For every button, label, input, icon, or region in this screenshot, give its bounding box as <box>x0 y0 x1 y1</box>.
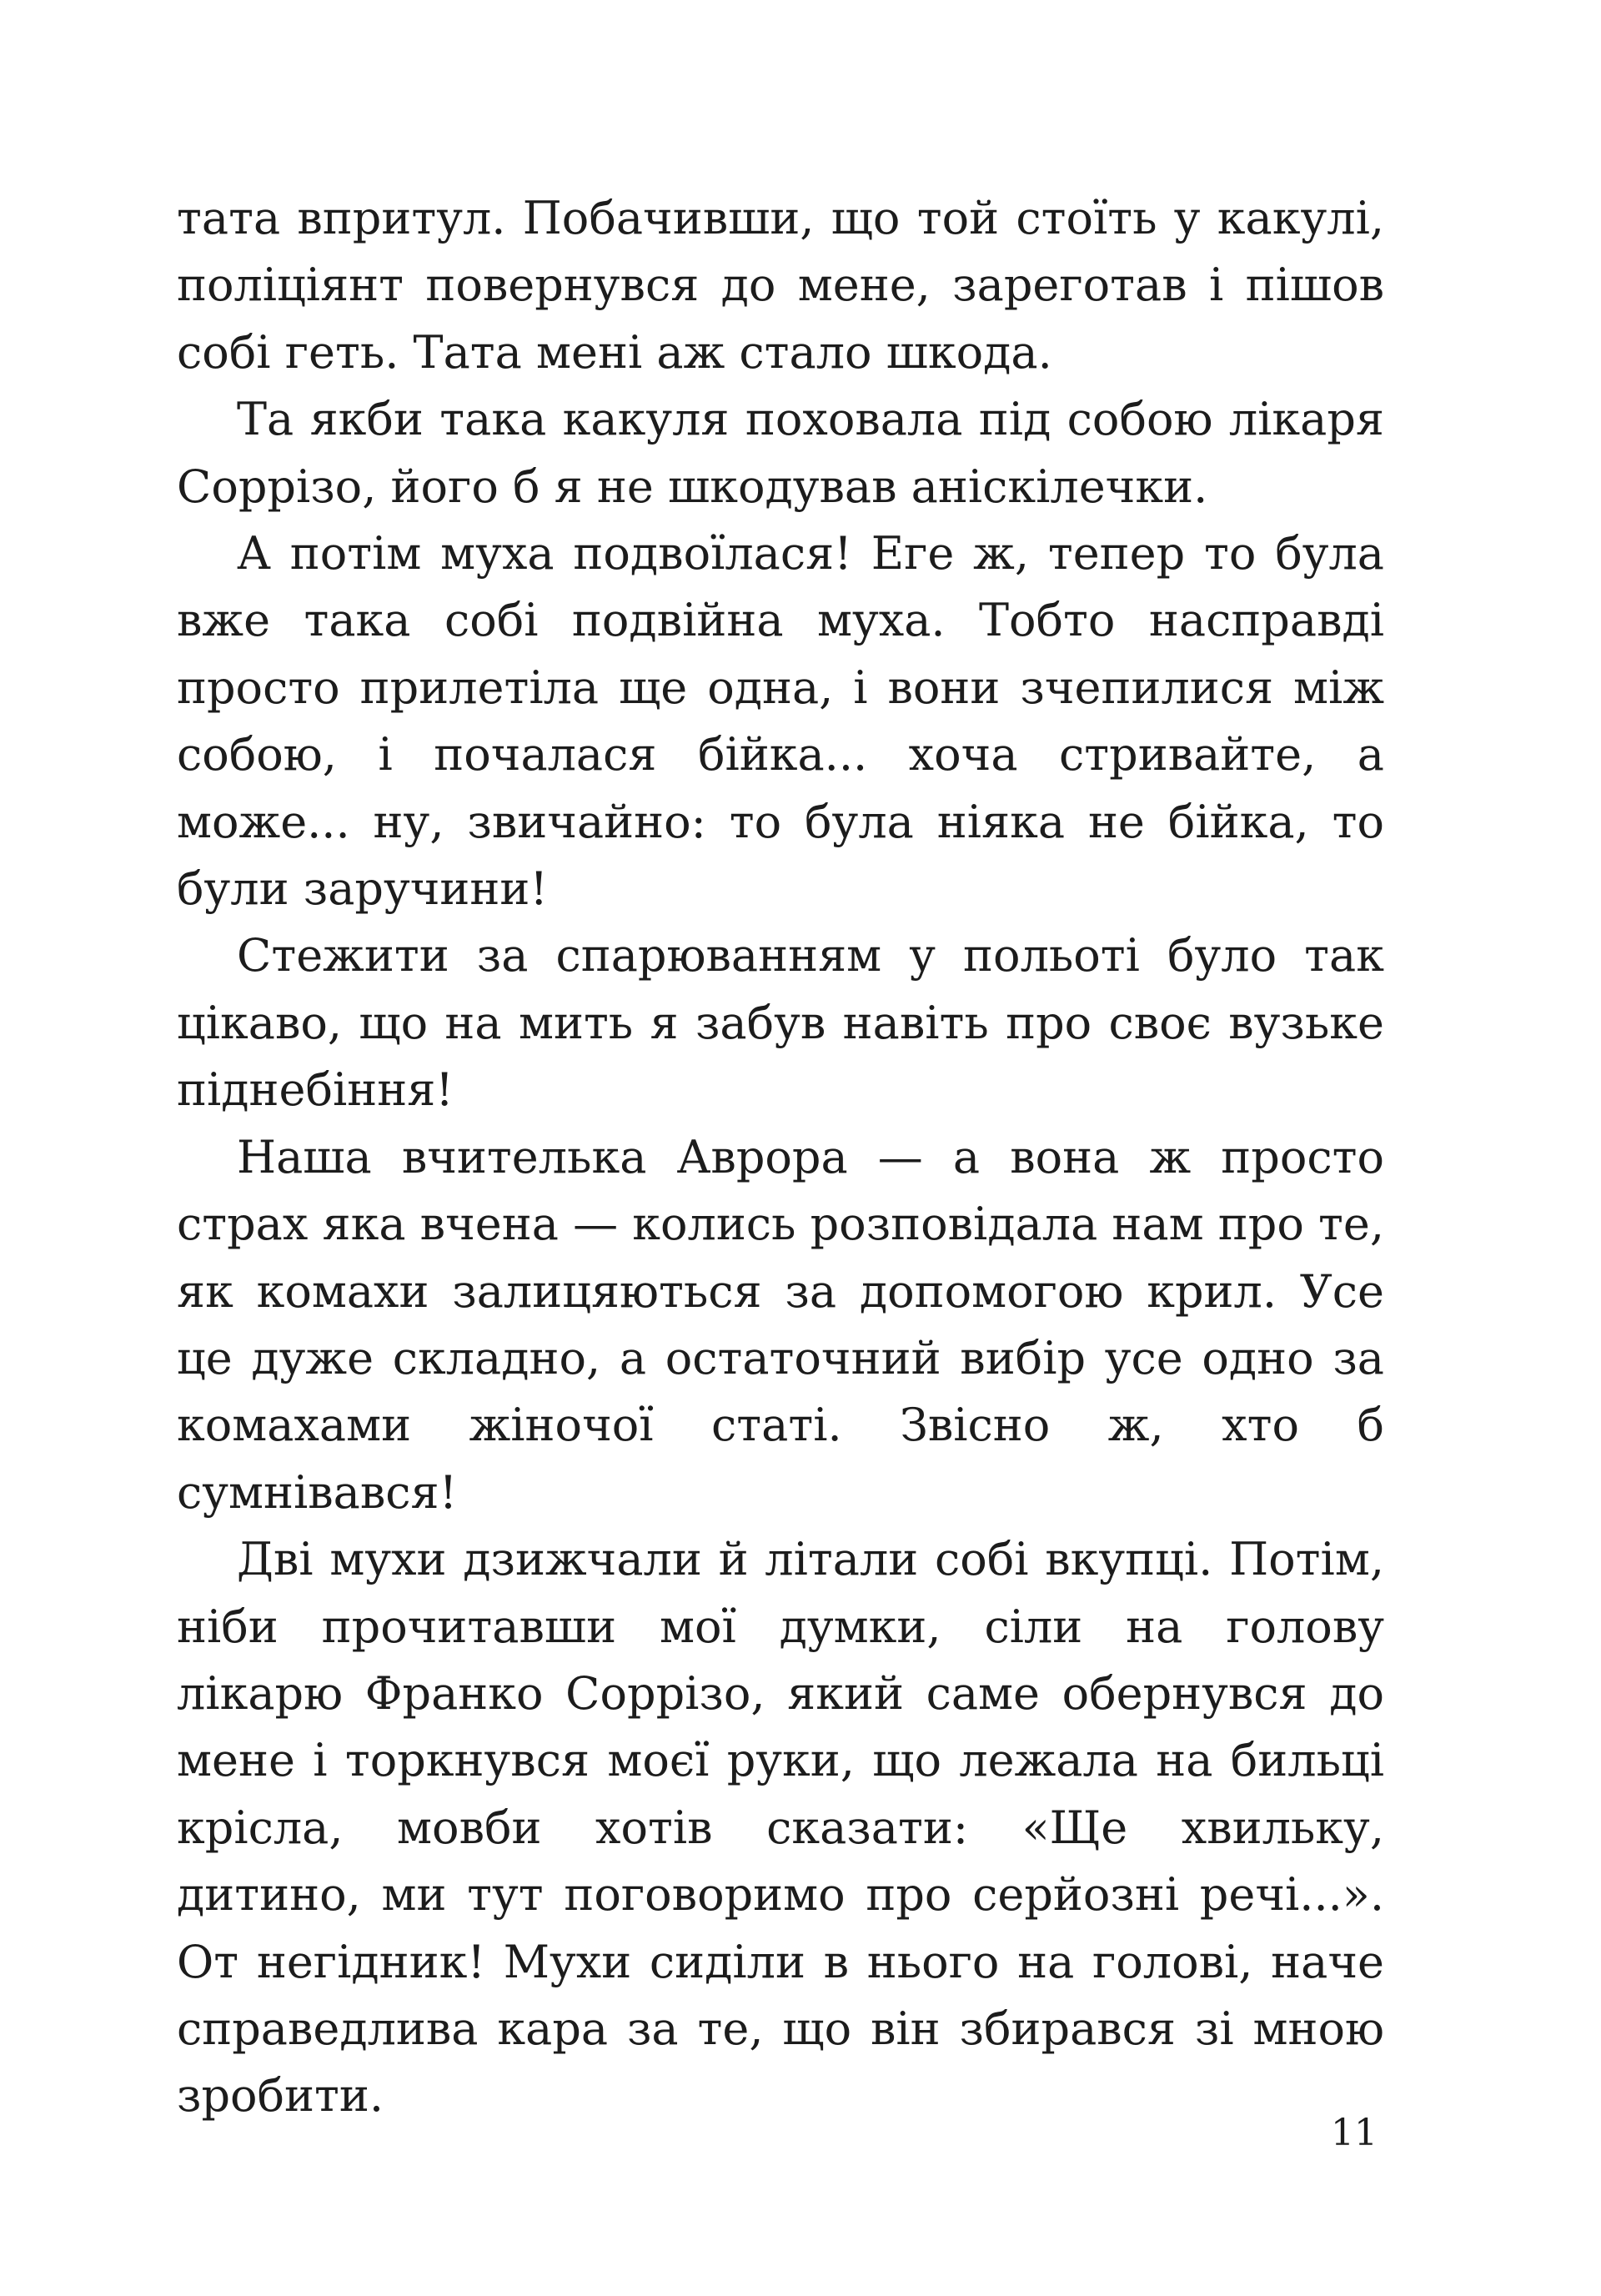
paragraph-1: тата впритул. Побачивши, що той стоїть у какулі, поліціянт повернувся до мене, зареготав і пішов собі геть. Тата мені аж стало шкода. <box>177 192 1384 379</box>
page-number: 11 <box>1331 2112 1378 2154</box>
body-text <box>177 185 1384 2130</box>
paragraph-5: Наша вчителька Аврора — а вона ж просто страх яка вчена — колись розповідала нам про те, як комахи залицяються за допомогою крил. Усе це дуже складно, а остаточний вибір усе одно за комахами жіночої статі. Звісно ж, хто б сумнівався! <box>177 1130 1385 1519</box>
paragraph-6: Дві мухи дзижчали й літали собі вкупці. Потім, ніби прочитавши мої думки, сіли на голову лікарю Франко Соррізо, який саме обернувся до мене і торкнувся моєї руки, що лежала на бильці крісла, мовби хотів сказати: «Ще хвильку, дитино, ми тут поговоримо про серйозні речі...». От негідник! Мухи сиділи в нього на голові, наче справедлива кара за те, що він збирався зі мною зробити. <box>177 1533 1384 2123</box>
paragraph-2: Та якби така какуля поховала під собою лікаря Соррізо, його б я не шкодував аніскілечки. <box>177 393 1384 513</box>
paragraph-3: А потім муха подвоїлася! Еге ж, тепер то була вже така собі подвійна муха. Тобто насправді просто прилетіла ще одна, і вони зчепилися між собою, і почалася бійка... хоча стривайте, а може... ну, звичайно: то була ніяка не бійка, то були заручини! <box>177 527 1384 916</box>
paragraph-4: Стежити за спарюванням у польоті було так цікаво, що на мить я забув навіть про своє вузьке піднебіння! <box>177 929 1384 1117</box>
